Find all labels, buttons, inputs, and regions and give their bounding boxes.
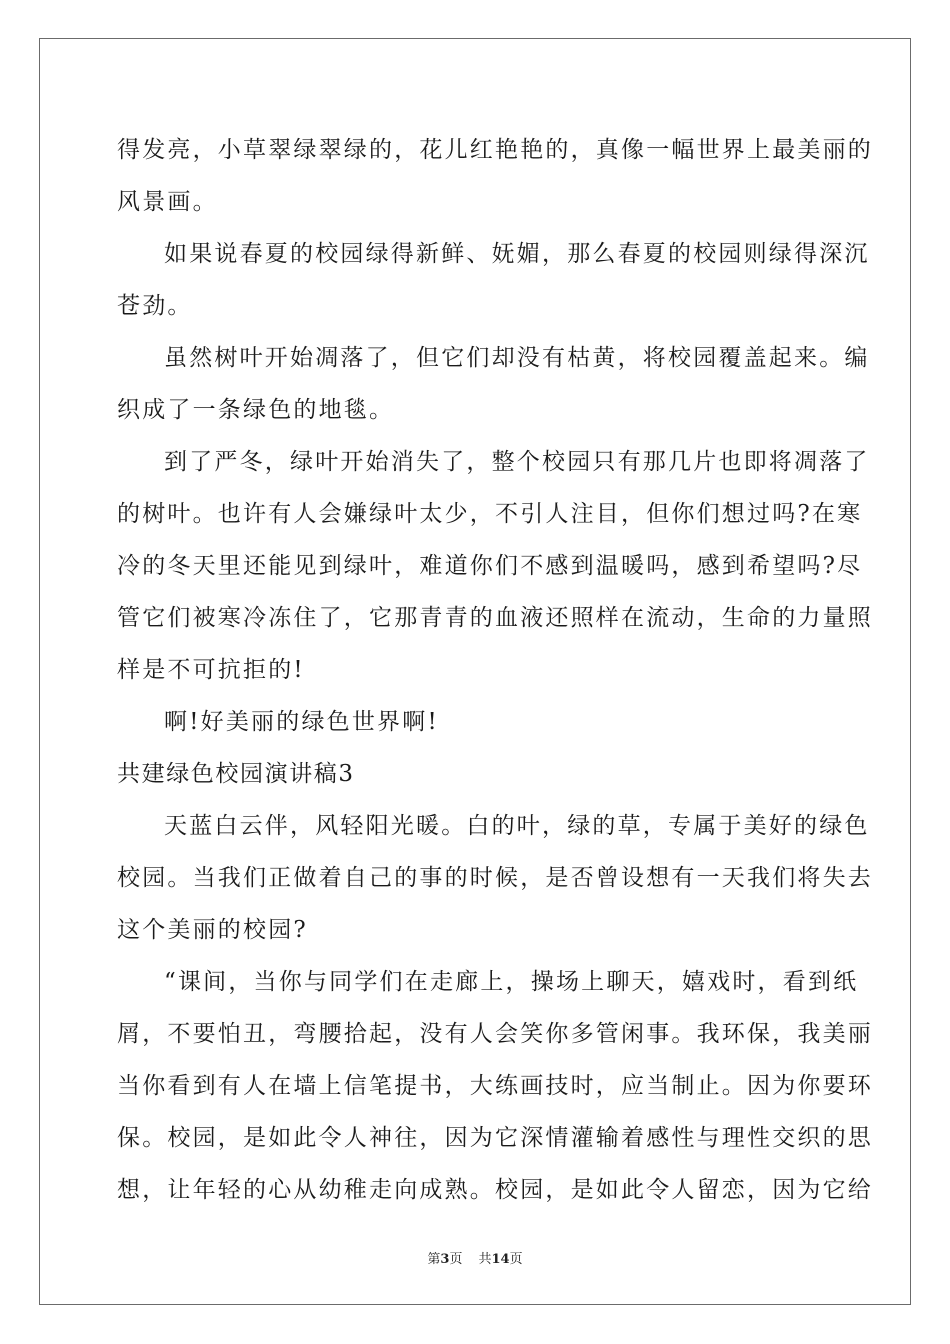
text-line: “课间，当你与同学们在走廊上，操场上聊天，嬉戏时，看到纸 [164,969,859,995]
text-line: 的树叶。也许有人会嫌绿叶太少，不引人注目，但你们想过吗?在寒 [117,501,863,527]
page-footer [0,1248,950,1267]
text-line: 如果说春夏的校园绿得新鲜、妩媚，那么春夏的校园则绿得深沉 [164,241,870,267]
text-line: 到了严冬，绿叶开始消失了，整个校园只有那几片也即将凋落了 [164,449,870,475]
text-line: 想，让年轻的心从幼稚走向成熟。校园，是如此令人留恋，因为它给 [117,1177,873,1203]
text-line: 校园。当我们正做着自己的事的时候，是否曾设想有一天我们将失去 [117,865,873,891]
total-prefix: 共 [478,1252,492,1267]
page-prefix: 第 [427,1252,441,1267]
text-line: 屑，不要怕丑，弯腰拾起，没有人会笑你多管闲事。我环保，我美丽 [117,1021,873,1047]
page-number: 3 [440,1252,450,1267]
text-line: 风景画。 [117,189,218,215]
page-suffix: 页 [449,1252,463,1267]
text-line: 这个美丽的校园? [117,917,308,943]
text-line: 样是不可抗拒的! [117,657,305,683]
text-line: 织成了一条绿色的地毯。 [117,397,395,423]
text-line: 管它们被寒冷冻住了，它那青青的血液还照样在流动，生命的力量照 [117,605,873,631]
section-heading: 共建绿色校园演讲稿3 [117,761,355,787]
text-line: 虽然树叶开始凋落了，但它们却没有枯黄，将校园覆盖起来。编 [164,345,870,371]
text-line: 天蓝白云伴，风轻阳光暖。白的叶，绿的草，专属于美好的绿色 [164,813,870,839]
total-suffix: 页 [509,1252,523,1267]
total-pages: 14 [491,1252,510,1267]
document-body [117,128,873,1220]
text-line: 保。校园，是如此令人神往，因为它深情灌输着感性与理性交织的思 [117,1125,873,1151]
text-line: 冷的冬天里还能见到绿叶，难道你们不感到温暖吗，感到希望吗?尽 [117,553,863,579]
text-line: 苍劲。 [117,293,193,319]
text-line: 当你看到有人在墙上信笔提书，大练画技时，应当制止。因为你要环 [117,1073,873,1099]
text-line: 得发亮，小草翠绿翠绿的，花儿红艳艳的，真像一幅世界上最美丽的 [117,137,873,163]
text-line: 啊!好美丽的绿色世界啊! [164,709,439,735]
